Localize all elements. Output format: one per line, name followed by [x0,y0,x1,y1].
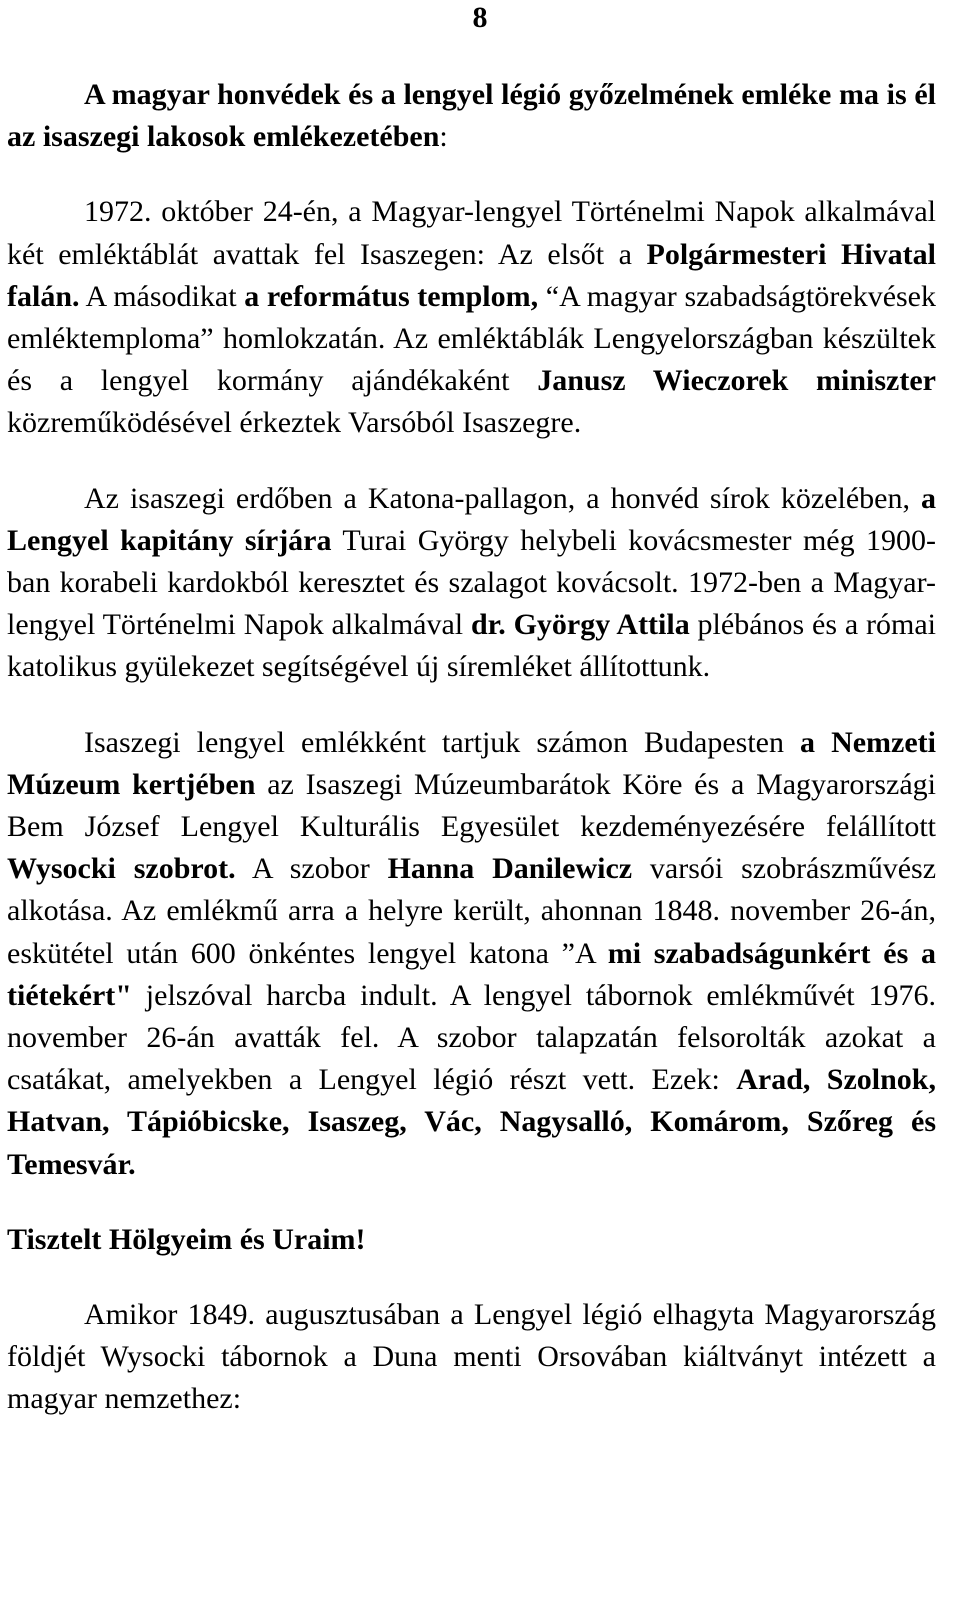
text-run: Az isaszegi erdőben a Katona-pallagon, a honvéd sírok közelében, [84,481,921,515]
text-run: 1972. október 24-én, a Magyar-lengyel Történelmi Napok alkalmával két emléktáblát avattak fel Isaszegen: Az elsőt a [7,195,936,271]
paragraph-forest-grave [7,478,936,689]
bold-text-run: Arad, Szolnok, Hatvan, Tápióbicske, Isaszeg, Vác, Nagysalló, Komárom, Szőreg és Temesvár. [7,1063,936,1181]
paragraph-proclamation [7,1294,936,1421]
text-run: jelszóval harcba indult. A lengyel tábornok emlékművét 1976. november 26-án avatták fel. A szobor talapzatán felsorolták azokat a csatákat, amelyekben a Lengyel légió részt vett. Ezek: [7,978,936,1097]
text-run: Isaszegi lengyel emlékként tartjuk számon Budapesten [84,725,801,759]
bold-text-run: a református templom, [244,279,539,313]
text-run: “A magyar szabadságtörekvések emléktemploma” homlokzatán. Az emléktáblák Lengyelországban készültek és a lengyel kormány ajándékaként [7,279,936,398]
text-run: Turai György helybeli kovácsmester még 1900-ban korabeli kardokból keresztet és szalagot kovácsolt. 1972-ben a Magyar-lengyel Történelmi Napok alkalmával [7,523,937,642]
text-run: Amikor 1849. augusztusában a Lengyel légió elhagyta Magyarország földjét Wysocki tábornok a Duna menti Orsovában kiáltványt intézett a magyar nemzethez: [7,1298,936,1416]
bold-text-run: a Lengyel kapitány sírjára [7,481,936,557]
text-run: közreműködésével érkeztek Varsóból Isaszegre. [7,406,582,440]
paragraph-memorial-plaques [7,191,936,444]
bold-text-run: Hanna Danilewicz [387,852,633,886]
text-run: varsói szobrászművész alkotása. Az emlékmű arra a helyre került, ahonnan 1848. november 26-án, eskütétel után 600 önkéntes lengyel katona ”A [7,852,937,970]
paragraph-intro [7,74,936,158]
bold-text-run: A magyar honvédek és a lengyel légió győzelmének emléke ma is él az isaszegi lakosok emlékezetében [7,78,936,154]
text-run: : [439,120,448,154]
text-run: az Isaszegi Múzeumbarátok Köre és a Magyarországi Bem József Lengyel Kulturális Egyesület kezdeményezésére felállított [7,767,936,844]
paragraph-budapest-statue [7,722,936,1186]
bold-text-run: Polgármesteri Hivatal falán. [7,237,936,313]
document-body [7,74,936,1421]
bold-text-run: Janusz Wieczorek miniszter [537,364,936,398]
text-run: A szobor [235,852,388,886]
bold-text-run: a Nemzeti Múzeum kertjében [7,725,936,801]
bold-text-run: dr. György Attila [470,608,690,642]
bold-text-run: Wysocki szobrot. [7,852,236,886]
text-run: plébános és a római katolikus gyülekezet segítségével új síremléket állítottunk. [7,608,936,684]
bold-text-run: mi szabadságunkért és a tiétekért" [7,936,936,1012]
paragraph-greeting [7,1219,936,1261]
page-number: 8 [472,1,488,34]
text-run: A másodikat [79,279,245,313]
bold-text-run: Tisztelt Hölgyeim és Uraim! [7,1222,366,1256]
